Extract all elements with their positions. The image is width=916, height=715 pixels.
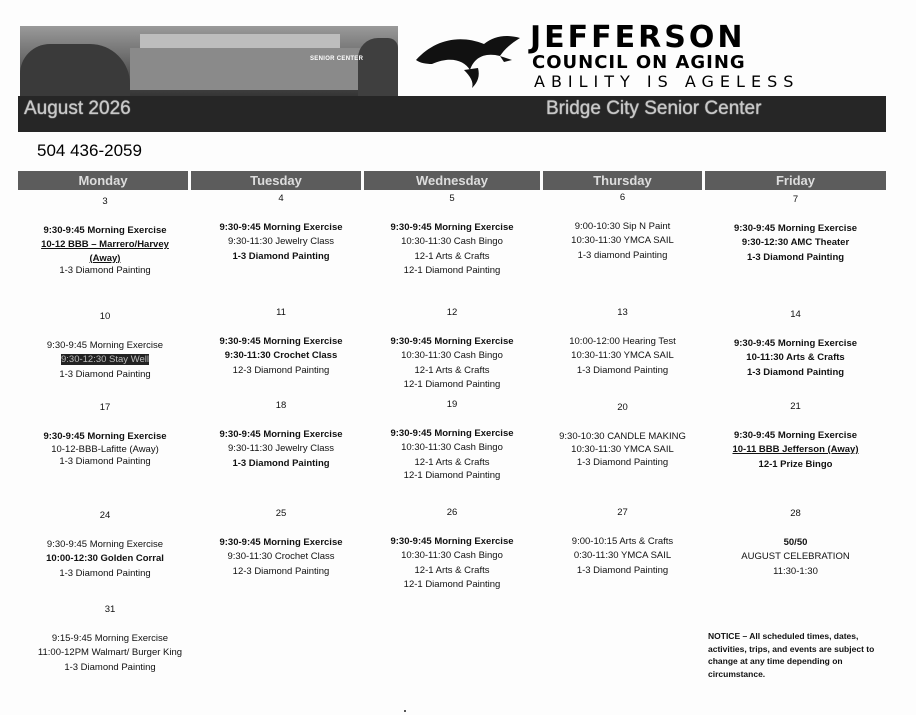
- calendar-cell-aug-31: [20, 603, 200, 675]
- date-number: 20: [617, 402, 628, 413]
- event: 9:00-10:15 Arts & Crafts: [571, 535, 674, 547]
- event: 12-1 Arts & Crafts: [414, 564, 490, 576]
- event: 10-11:30 Arts & Crafts: [746, 352, 845, 363]
- date-number: 24: [99, 510, 111, 521]
- calendar-cell-aug-27: [540, 506, 705, 578]
- event: 10:00-12:00 Hearing Test: [569, 335, 676, 347]
- calendar-cell-aug-28: [705, 507, 886, 579]
- event: 11:30-1:30: [773, 565, 818, 577]
- event: 1-3 Diamond Painting: [64, 661, 156, 673]
- event: 9:30-9:45 Morning Exercise: [390, 221, 514, 233]
- event: 10:30-11:30 Cash Bingo: [401, 236, 503, 247]
- event: 9:30-9:45 Morning Exercise: [43, 430, 167, 442]
- calendar-cell-aug-19: [364, 398, 540, 482]
- date-number: 12: [446, 307, 458, 318]
- event: 9:30-9:45 Morning Exercise: [390, 535, 514, 547]
- event: (Away): [89, 252, 121, 264]
- event: 9:30-9:45 Morning Exercise: [733, 337, 858, 349]
- calendar-cell-aug-3: [20, 195, 190, 278]
- event: 10:00-12:30 Golden Corral: [46, 553, 164, 564]
- event: 9:30-9:45 Morning Exercise: [219, 221, 343, 233]
- eagle-logo-icon: [414, 30, 522, 90]
- event: 9:00-10:30 Sip N Paint: [574, 220, 671, 232]
- date-number: 13: [617, 307, 628, 318]
- event: 9:30-9:45 Morning Exercise: [733, 222, 858, 234]
- date-number: 7: [792, 194, 799, 205]
- event: 9:30-11:30 Crochet Class: [227, 551, 335, 562]
- event: 10-12-BBB-Lafitte (Away): [51, 444, 159, 455]
- event: 9:30-9:45 Morning Exercise: [733, 429, 858, 441]
- logo-title: JEFFERSON: [530, 20, 746, 55]
- date-number: 6: [619, 192, 626, 203]
- photo-trees: [20, 44, 130, 102]
- calendar-cell-aug-12: [364, 306, 540, 393]
- calendar-cell-aug-18: [191, 399, 371, 471]
- event: 9:30-10:30 CANDLE MAKING: [559, 430, 686, 442]
- event: 12-3 Diamond Painting: [232, 565, 330, 577]
- calendar-cell-aug-5: [364, 192, 540, 279]
- phone-number: 504 436-2059: [37, 141, 142, 160]
- event: 9:30-9:45 Morning Exercise: [219, 536, 343, 548]
- event: 12-1 Diamond Painting: [403, 579, 501, 590]
- date-number: 5: [449, 193, 455, 204]
- event: 9:15-9:45 Morning Exercise: [51, 632, 169, 644]
- event: 10:30-11:30 Cash Bingo: [401, 550, 503, 561]
- calendar-cell-aug-11: [191, 306, 371, 378]
- date-number: 3: [102, 196, 108, 207]
- day-header-friday: Friday: [705, 171, 886, 190]
- event: 9:30-12:30 AMC Theater: [741, 237, 850, 248]
- event: 12-1 Arts & Crafts: [414, 364, 490, 376]
- day-header-tuesday: Tuesday: [191, 171, 361, 190]
- date-number: 19: [446, 399, 458, 410]
- event: 10:30-11:30 YMCA SAIL: [571, 444, 674, 455]
- photo-trees-right: [358, 38, 398, 102]
- event: 9:30-9:45 Morning Exercise: [219, 428, 343, 440]
- event: 9:30-9:45 Morning Exercise: [46, 339, 164, 351]
- event: 1-3 Diamond Painting: [232, 457, 330, 469]
- event: 12-1 Arts & Crafts: [414, 250, 490, 262]
- calendar-cell-aug-26: [364, 506, 540, 593]
- scan-speck: [404, 710, 406, 712]
- senior-center-photo: [20, 26, 398, 102]
- event: 12-3 Diamond Painting: [232, 364, 330, 376]
- date-number: 21: [790, 401, 801, 412]
- event: 1-3 Diamond Painting: [59, 264, 151, 276]
- event: 12-1 Diamond Painting: [403, 470, 501, 481]
- event: 9:30-11:30 Jewelry Class: [228, 236, 334, 247]
- date-number: 26: [446, 507, 458, 518]
- date-number: 27: [617, 507, 628, 518]
- calendar-cell-aug-13: [540, 306, 705, 378]
- banner-month: August 2026: [24, 98, 131, 119]
- date-number: 25: [275, 508, 287, 519]
- event: 1-3 Diamond Painting: [59, 368, 151, 380]
- event: 1-3 Diamond Painting: [576, 564, 669, 576]
- event: 9:30-9:45 Morning Exercise: [390, 427, 514, 439]
- day-header-monday: Monday: [18, 171, 188, 190]
- event: 1-3 Diamond Painting: [746, 366, 845, 378]
- day-header-wednesday: Wednesday: [364, 171, 540, 190]
- calendar-cell-aug-14: [705, 308, 886, 380]
- day-header-thursday: Thursday: [543, 171, 702, 190]
- calendar-cell-aug-4: [191, 192, 371, 264]
- event: 50/50: [783, 536, 808, 548]
- event: 9:30-9:45 Morning Exercise: [390, 335, 514, 347]
- event: 1-3 Diamond Painting: [576, 457, 669, 468]
- event: 12-1 Arts & Crafts: [414, 456, 490, 468]
- event: 9:30-9:45 Morning Exercise: [43, 224, 167, 236]
- date-number: 31: [104, 604, 116, 615]
- photo-sign: SENIOR CENTER: [310, 56, 364, 62]
- event: 1-3 Diamond Painting: [59, 567, 151, 579]
- event: 1-3 diamond Painting: [577, 249, 668, 261]
- date-number: 11: [276, 307, 286, 318]
- calendar-cell-aug-20: [540, 401, 705, 471]
- calendar-cell-aug-10: [20, 310, 190, 382]
- calendar-cell-aug-17: [20, 401, 190, 468]
- event: 10-11 BBB Jefferson (Away): [732, 444, 859, 455]
- calendar-cell-aug-24: [20, 509, 190, 581]
- event: 1-3 Diamond Painting: [59, 456, 151, 467]
- event: 10:30-11:30 YMCA SAIL: [571, 235, 674, 246]
- date-number: 14: [790, 309, 801, 320]
- event-highlighted: 9:30-12:30 Stay Well: [60, 354, 149, 365]
- event: 9:30-11:30 Jewelry Class: [228, 443, 334, 454]
- event: 9:30-9:45 Morning Exercise: [219, 335, 343, 347]
- event: 12-1 Prize Bingo: [758, 458, 833, 470]
- event: 12-1 Diamond Painting: [403, 379, 501, 390]
- event: 9:30-9:45 Morning Exercise: [46, 538, 164, 550]
- event: 10:30-11:30 YMCA SAIL: [571, 350, 674, 361]
- logo-subtitle: COUNCIL ON AGING: [532, 52, 746, 73]
- logo-tagline: ABILITY IS AGELESS: [534, 72, 800, 91]
- event: 10:30-11:30 Cash Bingo: [401, 350, 503, 361]
- calendar-cell-aug-6: [540, 191, 705, 263]
- event: 10-12 BBB – Marrero/Harvey: [41, 239, 169, 250]
- event: 9:30-11:30 Crochet Class: [224, 350, 338, 361]
- date-number: 10: [99, 311, 111, 322]
- calendar-cell-aug-25: [191, 507, 371, 579]
- title-banner: [18, 96, 886, 132]
- event: 10:30-11:30 Cash Bingo: [401, 442, 503, 453]
- banner-center-name: Bridge City Senior Center: [546, 98, 762, 119]
- calendar-cell-aug-7: [705, 193, 886, 265]
- event: AUGUST CELEBRATION: [741, 551, 850, 562]
- event: 11:00-12PM Walmart/ Burger King: [37, 647, 183, 658]
- schedule-notice: NOTICE – All scheduled times, dates, activities, trips, and events are subject to change at any time depending on circumstance.: [708, 631, 875, 679]
- photo-building: [130, 48, 360, 90]
- event: 12-1 Diamond Painting: [403, 265, 501, 276]
- calendar-cell-aug-21: [705, 400, 886, 472]
- date-number: 28: [790, 508, 801, 519]
- event: 1-3 Diamond Painting: [232, 250, 330, 262]
- date-number: 18: [275, 400, 287, 411]
- date-number: 4: [278, 193, 284, 204]
- event: 0:30-11:30 YMCA SAIL: [573, 550, 672, 561]
- date-number: 17: [99, 402, 111, 413]
- event: 1-3 Diamond Painting: [576, 364, 669, 376]
- event: 1-3 Diamond Painting: [746, 251, 845, 263]
